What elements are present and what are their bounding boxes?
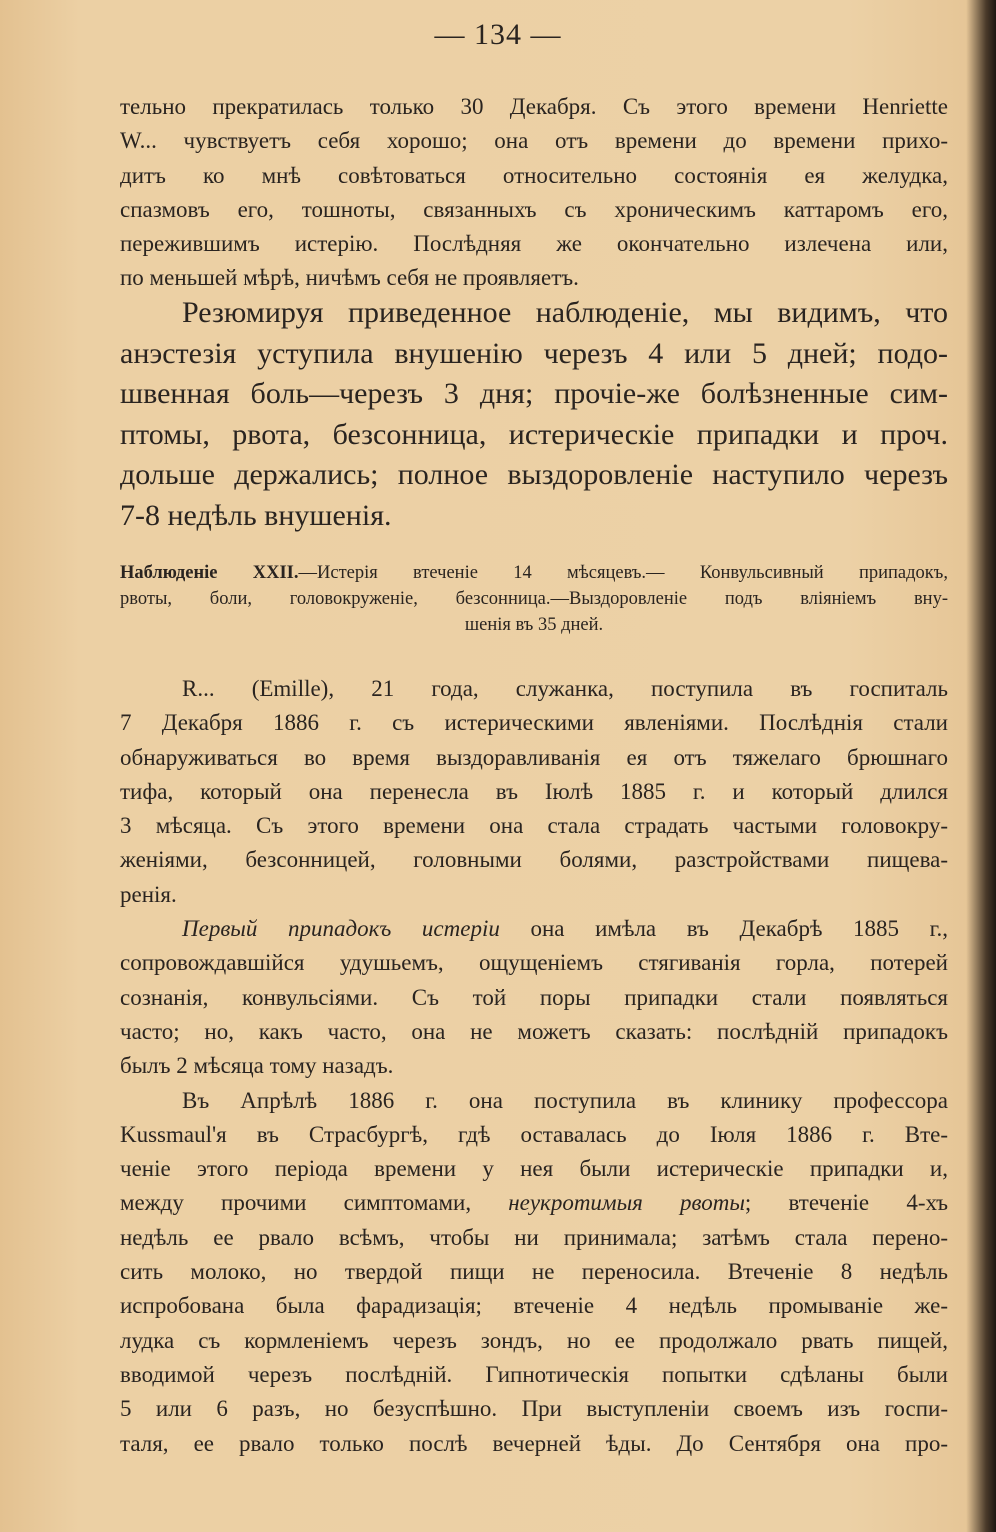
text-line: лудка съ кормленіемъ черезъ зондъ, но ее продолжало рвать пищей, <box>120 1327 948 1353</box>
text-fragment: между прочими симптомами, <box>120 1190 509 1216</box>
text-line: недѣль ее рвало всѣмъ, чтобы ни принимала; затѣмъ стала перено- <box>120 1224 948 1250</box>
text-line: тельно прекратилась только 30 Декабря. Съ этого времени Henriette <box>120 94 948 119</box>
text-line: 7 Декабря 1886 г. съ истерическими явленіями. Послѣднія стали <box>120 710 948 736</box>
text-fragment: она имѣла въ Декабрѣ 1885 г., <box>499 916 948 942</box>
text-line: часто; но, какъ часто, она не можетъ сказать: послѣдній припадокъ <box>120 1018 948 1044</box>
observation-line: рвоты, боли, головокруженіе, безсонница.—Выздоровленіе подъ вліяніемъ вну- <box>120 589 948 609</box>
text-line: 5 или 6 разъ, но безуспѣшно. При выступленіи своемъ изъ госпи- <box>120 1396 948 1422</box>
text-line: вводимой черезъ послѣдній. Гипнотическія попытки сдѣланы были <box>120 1361 948 1387</box>
text-line: тифа, который она перенесла въ Іюлѣ 1885 г. и который длился <box>120 778 948 804</box>
page-number: — 134 — <box>434 18 562 51</box>
text-line: Резюмируя приведенное наблюденіе, мы видимъ, что <box>182 296 948 329</box>
text-line: 7-8 недѣль внушенія. <box>120 498 392 532</box>
text-line: W... чувствуетъ себя хорошо; она отъ времени до времени прихо- <box>120 128 948 154</box>
text-line: R... (Emille), 21 года, служанка, поступила въ госпиталь <box>182 676 948 701</box>
text-line: 3 мѣсяца. Съ этого времени она стала страдать частыми головокру- <box>120 813 948 839</box>
text-line: дольше держались; полное выздоровленіе наступило черезъ <box>120 458 948 491</box>
text-line: Въ Апрѣлѣ 1886 г. она поступила въ клинику профессора <box>182 1087 948 1113</box>
text-line: пережившимъ истерію. Послѣдняя же окончательно излечена или, <box>120 231 948 257</box>
text-line: Kussmaul'я въ Страсбургѣ, гдѣ оставалась до Іюля 1886 г. Вте- <box>120 1121 948 1147</box>
observation-title: Наблюденіе XXII. <box>120 563 299 583</box>
italic-phrase: неукротимыя рвоты <box>508 1190 745 1216</box>
text-line: сознанія, конвульсіями. Съ той поры припадки стали появляться <box>120 984 948 1010</box>
text-line <box>120 912 948 946</box>
text-line: сопровождавшійся удушьемъ, ощущеніемъ стягиванія горла, потерей <box>120 950 948 976</box>
text-fragment: ; втеченіе 4-хъ <box>744 1190 948 1216</box>
text-line: сить молоко, но твердой пищи не переносила. Втеченіе 8 недѣль <box>120 1259 948 1285</box>
text-line: дитъ ко мнѣ совѣтоваться относительно состоянія ея желудка, <box>120 162 948 188</box>
text-line: таля, ее рвало только послѣ вечерней ѣды. До Сентября она про- <box>120 1430 948 1456</box>
text-line: швенная боль—черезъ 3 дня; прочіе-же болѣзненные сим- <box>120 377 948 410</box>
observation-line <box>120 560 948 586</box>
observation-line: шенія въ 35 дней. <box>464 615 604 635</box>
text-line: спазмовъ его, тошноты, связанныхъ съ хроническимъ каттаромъ его, <box>120 196 948 222</box>
text-line: ченіе этого періода времени у нея были истерическіе припадки и, <box>120 1156 948 1182</box>
observation-heading <box>120 560 948 638</box>
paragraph-henriette-conclusion <box>120 90 948 296</box>
text-line: обнаруживаться во время выздоравливанія ея отъ тяжелаго брюшнаго <box>120 744 948 770</box>
text-line: анэстезія уступила внушенію черезъ 4 или 5 дней; подо- <box>120 336 948 370</box>
observation-subtitle: —Истерія втеченіе 14 мѣсяцевъ.— Конвульсивный припадокъ, <box>298 563 948 583</box>
text-line: женіями, безсонницей, головными болями, разстройствами пищева- <box>120 847 948 873</box>
summary-paragraph <box>120 293 948 536</box>
text-line: птомы, рвота, безсонница, истерическіе припадки и проч. <box>120 417 948 451</box>
text-line <box>120 1186 948 1220</box>
case-text <box>120 672 948 1461</box>
text-line: по меньшей мѣрѣ, ничѣмъ себя не проявляетъ. <box>120 265 579 291</box>
text-line: ренія. <box>120 881 177 907</box>
text-line: испробована была фарадизація; втеченіе 4 недѣль промываніе же- <box>120 1293 948 1319</box>
italic-phrase: Первый припадокъ истеріи <box>182 916 500 942</box>
text-line: былъ 2 мѣсяца тому назадъ. <box>120 1053 394 1079</box>
